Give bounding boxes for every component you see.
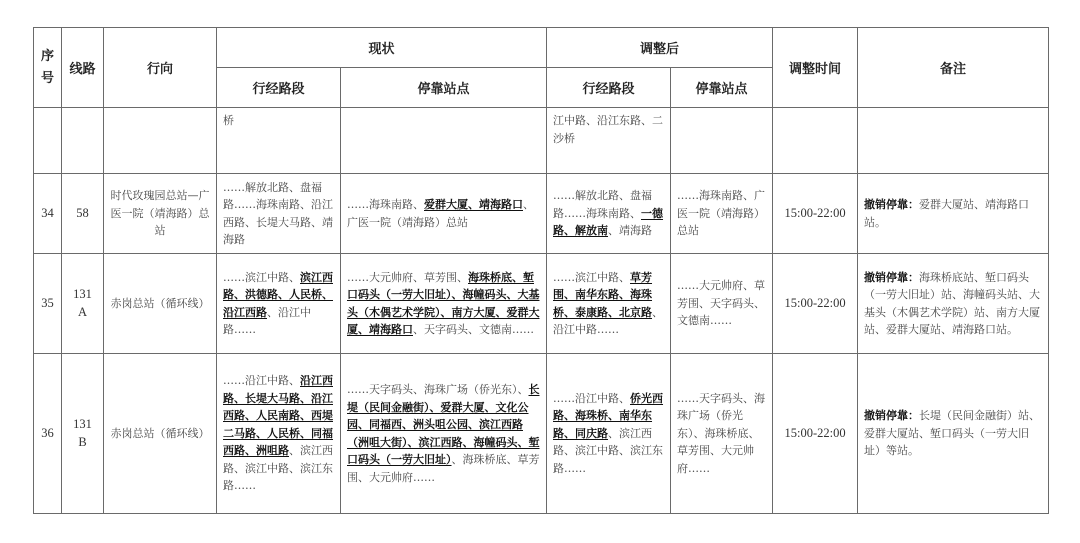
- current-stops-text: [341, 265, 546, 343]
- adjusted-route-cell: [547, 174, 671, 254]
- changed-segment: 草芳围、南华东路、海珠桥、泰康路、北京路: [553, 270, 653, 319]
- adjusted-stops-text: [671, 108, 772, 116]
- seq-cell: 35: [34, 254, 62, 354]
- direction-text: [104, 137, 216, 145]
- header-current-stops: 停靠站点: [341, 68, 547, 108]
- time-cell: 15:00-22:00: [773, 354, 858, 514]
- time-cell: [773, 108, 858, 174]
- text-segment: 、沿江中路……: [223, 305, 311, 336]
- adjusted-stops-cell: [671, 108, 773, 174]
- text-segment: 、靖海路: [608, 224, 653, 238]
- time-cell: 15:00-22:00: [773, 254, 858, 354]
- header-adjusted: 调整后: [547, 28, 773, 68]
- direction-cell: [104, 174, 217, 254]
- changed-segment: 爱群大厦、靖海路口: [424, 198, 523, 211]
- text-segment: ……滨江中路、: [553, 270, 631, 284]
- adjusted-route-text: [547, 108, 670, 151]
- text-segment: ……解放北路、盘福路……海珠南路、: [553, 189, 653, 220]
- seq-cell: 34: [34, 174, 62, 254]
- current-stops-cell: [341, 108, 547, 174]
- direction-text: 赤岗总站（循环线）: [110, 426, 210, 440]
- direction-text: 时代玫瑰园总站—广医一院（靖海路）总站: [110, 189, 210, 238]
- header-direction: 行向: [104, 28, 217, 108]
- line-value: 58: [76, 205, 89, 220]
- text-segment: ……天字码头、海珠广场（侨光东）、: [347, 383, 529, 396]
- remarks-cell: [858, 174, 1049, 254]
- remarks-label: 撤销停靠：: [864, 409, 920, 423]
- adjusted-stops-cell: [671, 354, 773, 514]
- current-stops-cell: [341, 174, 547, 254]
- remarks-cell: [858, 108, 1049, 174]
- text-segment: ……天字码头、海珠广场（侨光东）、海珠桥底、草芳围、大元帅府……: [677, 391, 766, 475]
- remarks-cell: [858, 354, 1049, 514]
- adjusted-route-cell: [547, 354, 671, 514]
- text-segment: ……沿江中路、: [223, 374, 300, 388]
- remarks-body: 爱群大厦站、靖海路口站。: [864, 198, 1030, 229]
- changed-segment: 一德路、解放南: [553, 206, 664, 238]
- current-stops-cell: [341, 354, 547, 514]
- adjusted-route-text: [547, 265, 670, 343]
- seq-cell: 36: [34, 354, 62, 514]
- text-segment: ……大元帅府、草芳围、: [347, 270, 468, 284]
- table-row: [34, 108, 1049, 174]
- route-adjustment-table: [33, 27, 1049, 514]
- adjusted-stops-text: [671, 386, 772, 482]
- remarks-body: 长堤（民间金融街）站、爱群大厦站、堑口码头（一劳大旧址）等站。: [864, 409, 1041, 458]
- text-segment: 桥: [223, 114, 234, 127]
- text-segment: 、海珠桥底、草芳围、大元帅府……: [347, 453, 540, 484]
- header-adjusted-route: 行经路段: [547, 68, 671, 108]
- header-current: 现状: [217, 28, 547, 68]
- current-stops-text: [341, 377, 546, 490]
- current-route-cell: [217, 174, 341, 254]
- current-route-text: [217, 368, 340, 499]
- text-segment: ……大元帅府、草芳围、天字码头、文德南……: [677, 279, 766, 328]
- text-segment: ……滨江中路、: [223, 270, 300, 284]
- adjusted-route-cell: [547, 108, 671, 174]
- adjusted-route-text: [547, 183, 670, 244]
- remarks-label: 撤销停靠：: [864, 198, 920, 211]
- table-row: [34, 254, 1049, 354]
- text-segment: 、广医一院（靖海路）总站: [347, 198, 534, 229]
- adjusted-stops-cell: [671, 254, 773, 354]
- direction-text: 赤岗总站（循环线）: [110, 296, 210, 310]
- text-segment: ……海珠南路、广医一院（靖海路）总站: [677, 189, 766, 238]
- header-time: 调整时间: [773, 28, 858, 108]
- header-adjusted-stops: 停靠站点: [671, 68, 773, 108]
- header-current-route: 行经路段: [217, 68, 341, 108]
- text-segment: 、滨江西路、滨江中路、滨江东路……: [223, 444, 333, 493]
- current-stops-text: [341, 108, 546, 116]
- adjusted-route-text: [547, 386, 670, 482]
- adjusted-stops-text: [671, 273, 772, 334]
- remarks-body: 海珠桥底站、堑口码头（一劳大旧址）站、海幢码头站、大基头（木偶艺术学院）站、南方大厦站、爱群大厦站、靖海路口站。: [864, 270, 1041, 336]
- remarks-cell: [858, 254, 1049, 354]
- text-segment: 、沿江中路……: [553, 305, 664, 336]
- table-row: [34, 174, 1049, 254]
- current-stops-text: [341, 192, 546, 235]
- line-value: [62, 137, 103, 145]
- time-cell: 15:00-22:00: [773, 174, 858, 254]
- text-segment: 、滨江西路、滨江中路、滨江东路……: [553, 426, 664, 475]
- line-value: 131 B: [73, 417, 92, 449]
- header-remarks: 备注: [858, 28, 1049, 108]
- current-route-text: [217, 108, 340, 134]
- line-value: 131 A: [73, 287, 92, 319]
- current-route-text: [217, 175, 340, 253]
- changed-segment: 沿江西路、长堤大马路、沿江西路、人民南路、西堤二马路、人民桥、同福西路、洲咀路: [223, 374, 333, 458]
- text-segment: ……解放北路、盘福路……海珠南路、沿江西路、长堤大马路、靖海路: [223, 180, 333, 246]
- line-cell: [62, 354, 104, 514]
- seq-cell: [34, 108, 62, 174]
- text-segment: ……沿江中路、: [553, 391, 631, 405]
- text-segment: ……海珠南路、: [347, 198, 424, 211]
- adjusted-route-cell: [547, 254, 671, 354]
- current-route-cell: [217, 254, 341, 354]
- remarks-text: [858, 403, 1048, 464]
- adjusted-stops-cell: [671, 174, 773, 254]
- text-segment: 、天字码头、文德南……: [413, 323, 534, 336]
- current-route-cell: [217, 108, 341, 174]
- line-cell: [62, 254, 104, 354]
- remarks-label: 撤销停靠：: [864, 270, 920, 284]
- direction-cell: [104, 108, 217, 174]
- header-seq: 序号: [34, 28, 62, 108]
- current-stops-cell: [341, 254, 547, 354]
- changed-segment: 海珠桥底、堑口码头（一劳大旧址）、海幢码头、大基头（木偶艺术学院）、南方大厦、爱群大厦、靖海路口: [347, 270, 540, 336]
- line-cell: [62, 174, 104, 254]
- changed-segment: 侨光西路、海珠桥、南华东路、同庆路: [553, 391, 664, 440]
- remarks-text: [858, 265, 1048, 343]
- changed-segment: 滨江西路、洪德路、人民桥、沿江西路: [223, 270, 333, 319]
- current-route-text: [217, 265, 340, 343]
- remarks-text: [858, 137, 1048, 145]
- text-segment: 江中路、沿江东路、二沙桥: [553, 114, 664, 145]
- direction-cell: [104, 254, 217, 354]
- adjusted-stops-text: [671, 183, 772, 244]
- direction-cell: [104, 354, 217, 514]
- header-line: 线路: [62, 28, 104, 108]
- current-route-cell: [217, 354, 341, 514]
- remarks-text: [858, 192, 1048, 235]
- changed-segment: 长堤（民间金融街）、爱群大厦、文化公园、同福西、洲头咀公园、滨江西路（洲咀大街）、滨江西路、海幢码头、堑口码头（一劳大旧址）: [347, 383, 540, 466]
- table-row: [34, 354, 1049, 514]
- line-cell: [62, 108, 104, 174]
